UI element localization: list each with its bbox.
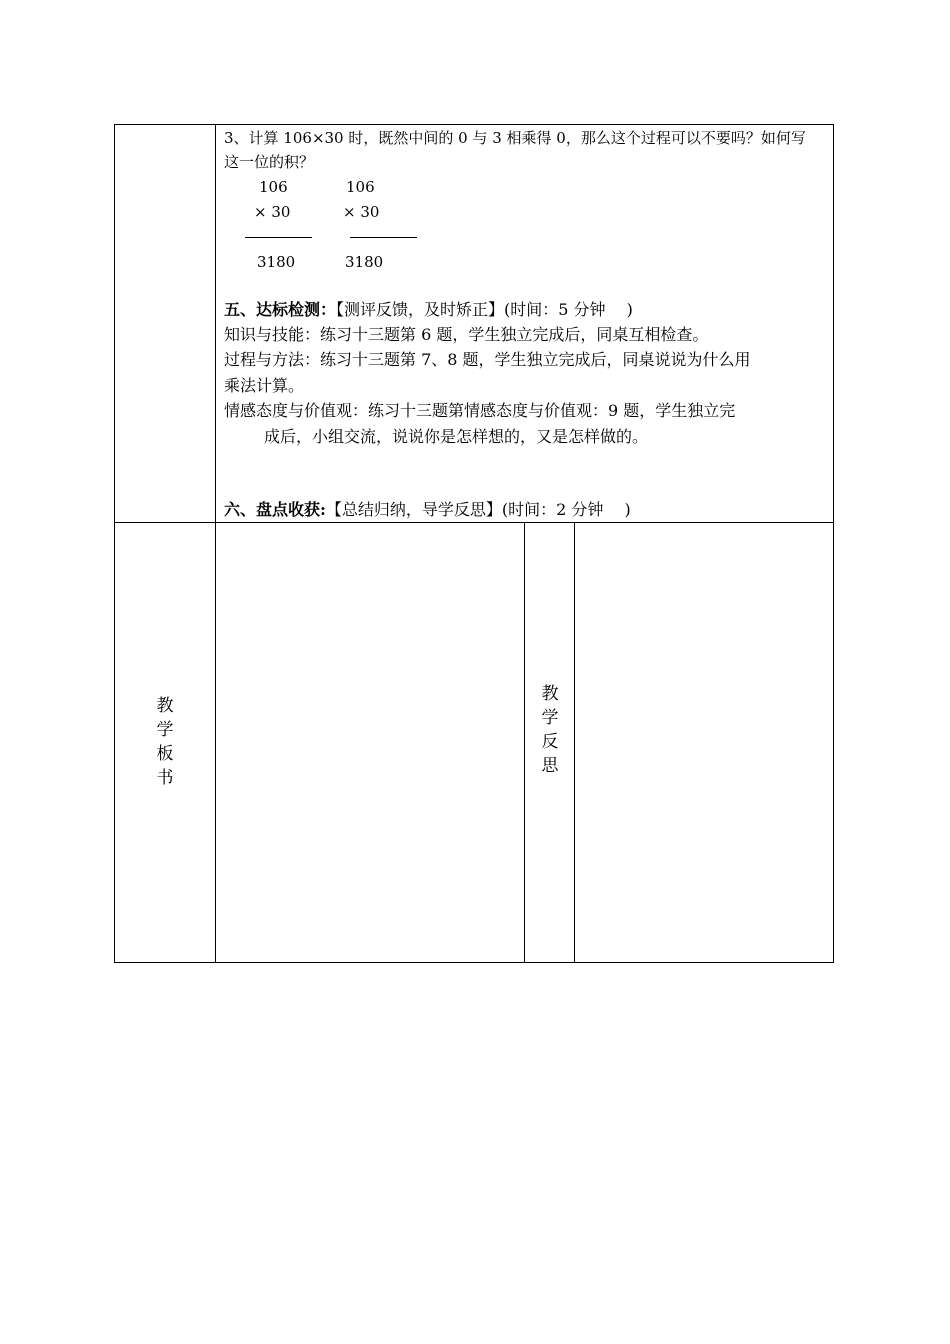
reflection-label-char: 学 (541, 708, 559, 728)
section6-heading-tail: 【总结归纳，导学反思】(时间：2 分钟 ) (325, 500, 631, 519)
reflection-content-area[interactable] (575, 523, 833, 962)
question3-line2: 这一位的积？ (224, 153, 315, 171)
table-border-left (114, 124, 115, 963)
section6-heading: 六、盘点收获: (224, 500, 326, 519)
reflection-label-char: 反 (541, 732, 559, 752)
calc-left-rule (245, 237, 312, 238)
board-label-char: 书 (156, 768, 174, 788)
section5-heading-tail: 【测评反馈，及时矫正】(时间：5 分钟 ) (336, 300, 633, 319)
calc-right-multiplier: × 30 (343, 203, 380, 221)
board-label-char: 学 (156, 720, 174, 740)
calc-left-product: 3180 (257, 253, 296, 271)
reflection-label-char: 思 (541, 756, 559, 776)
section5-heading-line (224, 302, 633, 318)
section5-heading: 五、达标检测： (224, 300, 337, 319)
calc-right-multiplicand: 106 (346, 178, 375, 196)
section6-heading-line (224, 502, 631, 518)
reflection-label-char: 教 (541, 684, 559, 704)
calc-left-multiplier: × 30 (254, 203, 291, 221)
table-border-top (114, 124, 834, 125)
calc-left-multiplicand: 106 (259, 178, 288, 196)
section5-process-line2: 乘法计算。 (224, 376, 305, 395)
reflection-label-left-border (524, 522, 525, 963)
question3-line1: 3、计算 106×30 时，既然中间的 0 与 3 相乘得 0，那么这个过程可以不要吗？如何写 (224, 129, 806, 147)
board-content-area[interactable] (216, 523, 524, 962)
board-label-char: 板 (156, 744, 174, 764)
section5-knowledge: 知识与技能：练习十三题第 6 题，学生独立完成后，同桌互相检查。 (224, 325, 709, 344)
reflection-label (535, 682, 565, 778)
section5-emotion-line2: 成后，小组交流，说说你是怎样想的，又是怎样做的。 (264, 427, 649, 446)
table-border-right (833, 124, 834, 963)
calc-right-rule (350, 237, 417, 238)
table-border-bottom (114, 962, 834, 963)
section5-emotion-line1: 情感态度与价值观：练习十三题第情感态度与价值观：9 题，学生独立完 (224, 401, 736, 420)
board-label-char: 教 (156, 696, 174, 716)
calc-right-product: 3180 (345, 253, 384, 271)
board-label (150, 694, 180, 790)
section5-process-line1: 过程与方法：练习十三题第 7、8 题，学生独立完成后，同桌说说为什么用 (224, 350, 751, 369)
